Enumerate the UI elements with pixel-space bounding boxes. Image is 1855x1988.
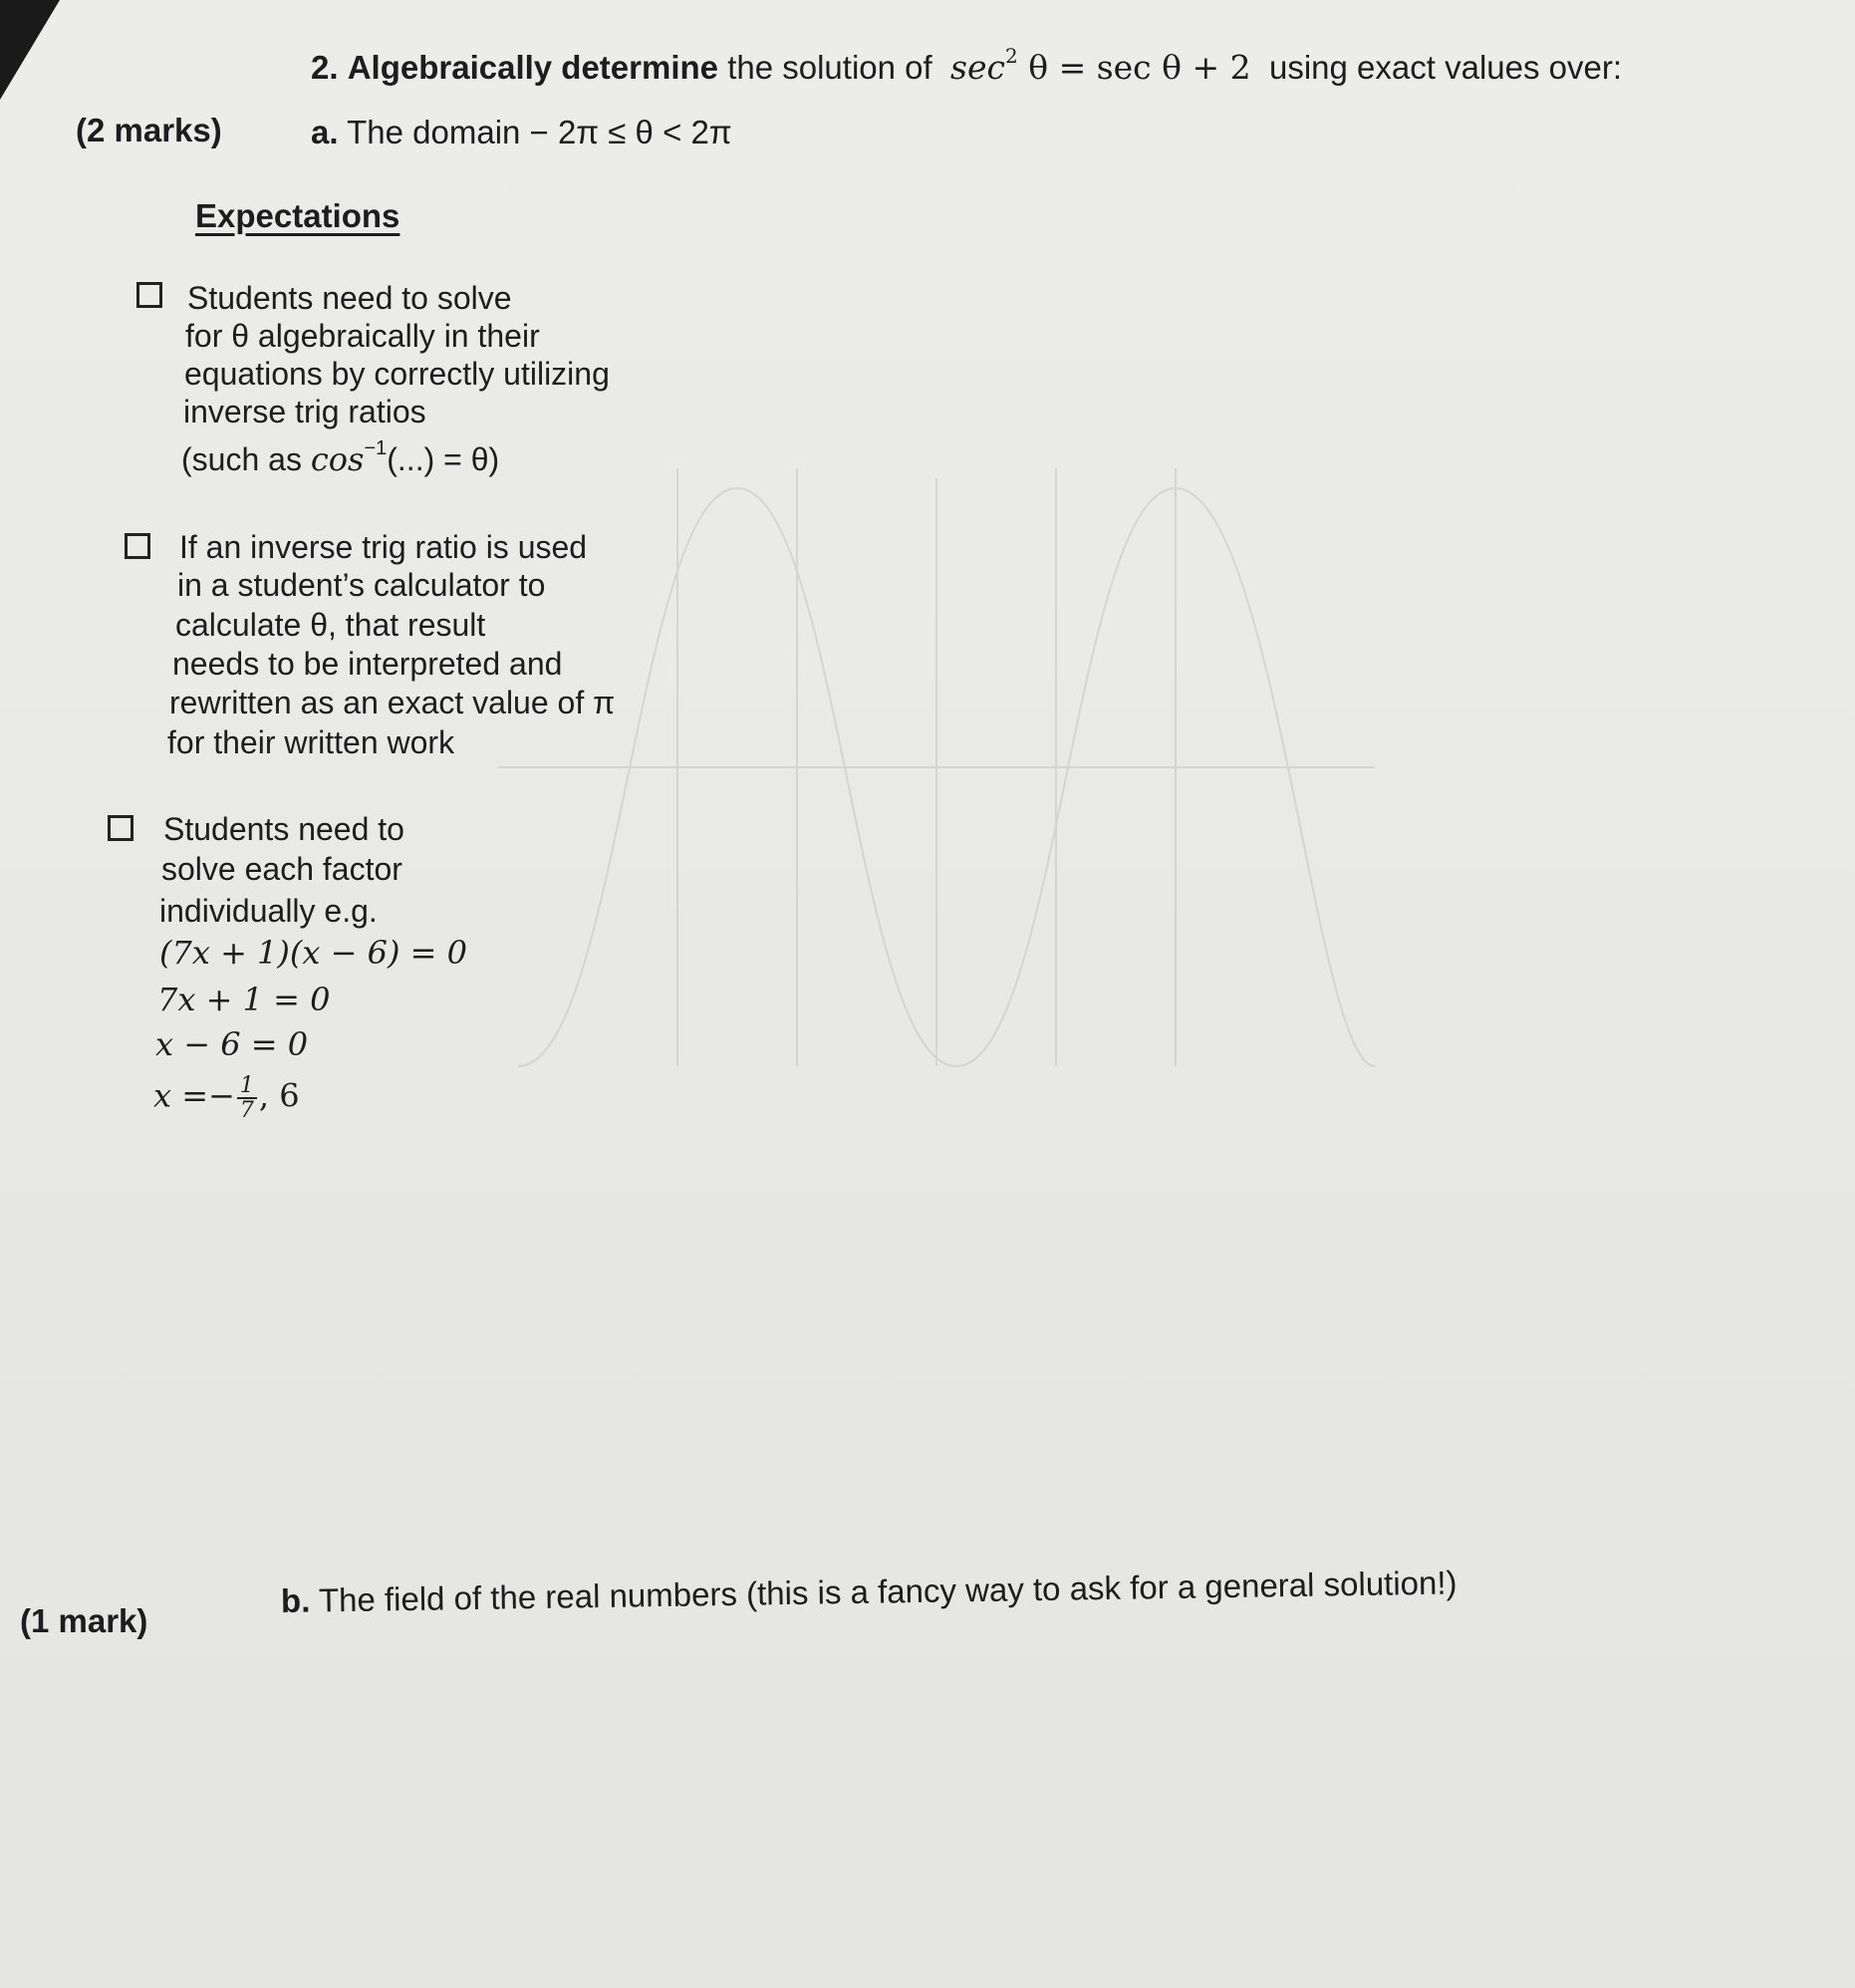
expectation-2-checkbox[interactable] — [125, 533, 150, 559]
question-equation: $\sec^2 \theta = \sec \theta + 2$ — [950, 44, 1251, 87]
part-b-label: b. — [280, 1581, 311, 1619]
part-b — [281, 1563, 1458, 1620]
expectation-3-line: individually e.g. — [159, 893, 378, 929]
bleed-through-graph — [478, 468, 1395, 1086]
question-instruction: Algebraically determine — [347, 49, 719, 86]
expectation-1-line: equations by correctly utilizing — [184, 356, 610, 392]
expectation-3-math-line: (7x + 1)(x − 6) = 0 — [159, 934, 467, 972]
expectation-2-line: needs to be interpreted and — [172, 646, 563, 682]
expectation-1-line: for θ algebraically in their — [185, 318, 540, 354]
expectation-2-line: for their written work — [167, 724, 455, 760]
question-text-after: using exact values over: — [1269, 49, 1623, 86]
expectation-3-checkbox[interactable] — [108, 815, 133, 841]
question-number: 2. — [311, 49, 339, 86]
expectation-1-checkbox[interactable] — [136, 282, 162, 308]
expectation-1-line: Students need to solve — [187, 280, 512, 316]
part-a-label: a. — [311, 114, 339, 150]
question-heading — [311, 44, 1623, 87]
question-text: the solution of — [727, 49, 932, 86]
expectation-3-math-line: 7x + 1 = 0 — [157, 981, 331, 1018]
expectation-2-line: rewritten as an exact value of π — [169, 685, 616, 720]
part-a-marks: (2 marks) — [76, 112, 222, 148]
dark-corner — [0, 0, 60, 100]
expectation-1-line: inverse trig ratios — [183, 394, 426, 429]
expectations-heading: Expectations — [195, 197, 400, 234]
expectation-3-math-line: x − 6 = 0 — [155, 1025, 309, 1063]
expectation-2-line: If an inverse trig ratio is used — [179, 529, 588, 565]
expectation-2-line: calculate θ, that result — [175, 607, 486, 643]
expectation-2-line: in a student’s calculator to — [177, 567, 546, 603]
part-b-marks: (1 mark) — [20, 1602, 148, 1639]
expectation-3-line: Students need to — [163, 811, 404, 847]
expectation-3-solution: x =− $\frac{1}{7}$ , 6 — [153, 1073, 300, 1124]
expectation-3-line: solve each factor — [161, 851, 402, 887]
part-a — [311, 114, 732, 151]
part-a-text: The domain − 2π ≤ θ < 2π — [347, 114, 732, 150]
expectation-1-example: (such as $\cos^{-1}(...) = \theta$) — [181, 437, 500, 478]
part-b-text: The field of the real numbers (this is a fancy way to ask for a general solution!) — [318, 1563, 1458, 1619]
